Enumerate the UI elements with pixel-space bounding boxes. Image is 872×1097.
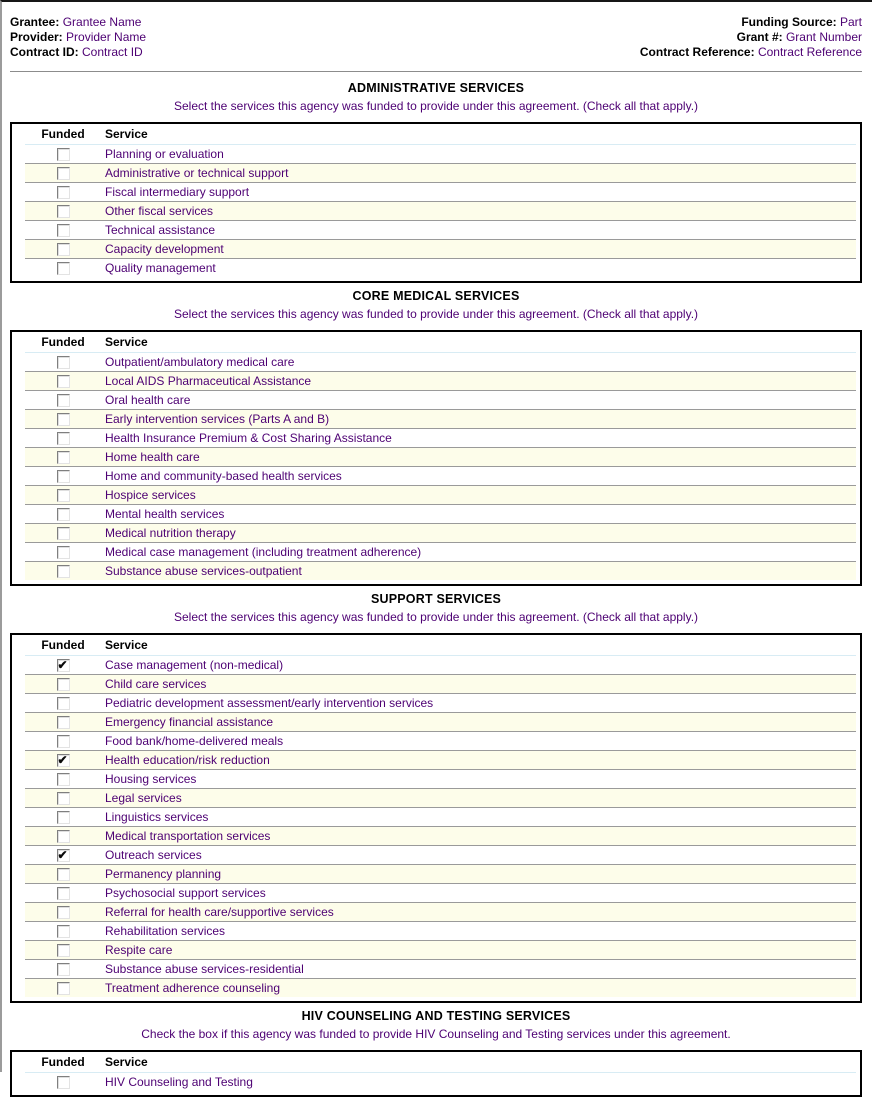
service-row <box>25 561 856 580</box>
funded-column-header: Funded <box>41 335 85 349</box>
service-row <box>25 731 856 750</box>
funded-checkbox[interactable] <box>57 830 70 843</box>
service-row <box>25 883 856 902</box>
funded-checkbox[interactable] <box>57 887 70 900</box>
service-name: Oral health care <box>105 393 191 407</box>
funded-checkbox[interactable] <box>57 489 70 502</box>
service-name: Psychosocial support services <box>105 886 266 900</box>
funded-checkbox[interactable] <box>57 716 70 729</box>
service-name: Health education/risk reduction <box>105 753 270 767</box>
contract-reference-value: Contract Reference <box>757 45 862 59</box>
funded-cell <box>25 715 101 729</box>
funded-checkbox[interactable] <box>57 527 70 540</box>
header-divider <box>10 71 862 72</box>
funded-cell <box>25 393 101 407</box>
service-row <box>25 201 856 220</box>
funded-cell <box>25 962 101 976</box>
service-row <box>25 807 856 826</box>
grant-number-field <box>640 30 862 45</box>
funded-cell <box>25 810 101 824</box>
section-title: CORE MEDICAL SERVICES <box>352 289 520 303</box>
funded-cell <box>25 261 101 275</box>
section-description: Select the services this agency was funded to provide under this agreement. (Check all that apply.) <box>173 99 699 113</box>
service-name: Hospice services <box>105 488 196 502</box>
service-table <box>10 1050 862 1097</box>
service-table <box>10 633 862 1003</box>
service-row <box>25 788 856 807</box>
funded-checkbox[interactable] <box>57 451 70 464</box>
service-row <box>25 182 856 201</box>
funded-cell <box>25 526 101 540</box>
service-section <box>10 592 862 1003</box>
service-name: Planning or evaluation <box>105 147 224 161</box>
service-row <box>25 845 856 864</box>
funded-cell <box>25 355 101 369</box>
funded-checkbox[interactable] <box>57 356 70 369</box>
funded-cell <box>25 1075 101 1089</box>
header-left-column <box>10 15 146 60</box>
service-name: Technical assistance <box>105 223 216 237</box>
service-name: Outreach services <box>105 848 202 862</box>
funded-cell <box>25 147 101 161</box>
service-row <box>25 371 856 390</box>
service-name: Substance abuse services-outpatient <box>105 564 302 578</box>
funded-column-header: Funded <box>41 1055 85 1069</box>
service-name: Child care services <box>105 677 207 691</box>
service-section <box>10 81 862 283</box>
section-description: Select the services this agency was funded to provide under this agreement. (Check all that apply.) <box>173 307 699 321</box>
funded-checkbox[interactable] <box>57 811 70 824</box>
funded-cell <box>25 507 101 521</box>
funded-cell <box>25 753 101 767</box>
funded-checkbox[interactable] <box>57 792 70 805</box>
funded-cell <box>25 204 101 218</box>
funded-checkbox[interactable] <box>57 849 70 862</box>
funding-source-field <box>640 15 862 30</box>
funded-checkbox[interactable] <box>57 773 70 786</box>
service-name: Legal services <box>105 791 182 805</box>
contract-id-label: Contract ID: <box>10 45 79 59</box>
section-description: Check the box if this agency was funded to provide HIV Counseling and Testing services under this agreement. <box>141 1027 731 1041</box>
service-column-header: Service <box>105 127 148 141</box>
service-name: Treatment adherence counseling <box>105 981 280 995</box>
contract-reference-label: Contract Reference: <box>639 45 755 59</box>
funded-cell <box>25 867 101 881</box>
service-row <box>25 750 856 769</box>
service-name: HIV Counseling and Testing <box>105 1075 253 1089</box>
service-row <box>25 693 856 712</box>
service-name: Quality management <box>105 261 216 275</box>
funded-checkbox[interactable] <box>57 678 70 691</box>
header-right-column <box>640 15 862 60</box>
funded-cell <box>25 374 101 388</box>
funded-cell <box>25 943 101 957</box>
service-row <box>25 258 856 277</box>
funded-checkbox[interactable] <box>57 224 70 237</box>
service-name: Linguistics services <box>105 810 209 824</box>
service-name: Emergency financial assistance <box>105 715 274 729</box>
service-name: Administrative or technical support <box>105 166 289 180</box>
funding-source-label: Funding Source: <box>741 15 837 29</box>
funded-checkbox[interactable] <box>57 167 70 180</box>
funded-cell <box>25 185 101 199</box>
funded-cell <box>25 242 101 256</box>
service-name: Other fiscal services <box>105 204 214 218</box>
service-name: Health Insurance Premium & Cost Sharing Assistance <box>105 431 392 445</box>
section-title: HIV COUNSELING AND TESTING SERVICES <box>301 1009 571 1023</box>
service-column-header: Service <box>105 638 148 652</box>
service-name: Rehabilitation services <box>105 924 226 938</box>
funded-cell <box>25 924 101 938</box>
funded-cell <box>25 848 101 862</box>
service-column-header: Service <box>105 335 148 349</box>
service-name: Capacity development <box>105 242 224 256</box>
funded-cell <box>25 829 101 843</box>
funded-checkbox[interactable] <box>57 413 70 426</box>
funded-cell <box>25 564 101 578</box>
service-row <box>25 1072 856 1091</box>
table-header-row <box>25 124 856 144</box>
service-name: Home and community-based health services <box>105 469 342 483</box>
contract-id-field <box>10 45 146 60</box>
service-row <box>25 674 856 693</box>
service-row <box>25 978 856 997</box>
service-row <box>25 390 856 409</box>
funded-checkbox[interactable] <box>57 186 70 199</box>
service-name: Home health care <box>105 450 200 464</box>
service-name: Fiscal intermediary support <box>105 185 250 199</box>
funded-column-header: Funded <box>41 127 85 141</box>
funded-checkbox[interactable] <box>57 963 70 976</box>
grant-number-label: Grant #: <box>736 30 783 44</box>
funded-cell <box>25 469 101 483</box>
service-name: Food bank/home-delivered meals <box>105 734 284 748</box>
contract-reference-field <box>640 45 862 60</box>
service-row <box>25 542 856 561</box>
funding-source-value: Part <box>839 15 862 29</box>
funded-checkbox[interactable] <box>57 243 70 256</box>
service-section <box>10 289 862 586</box>
funded-checkbox[interactable] <box>57 735 70 748</box>
provider-value: Provider Name <box>66 30 147 44</box>
service-name: Referral for health care/supportive services <box>105 905 334 919</box>
service-name: Pediatric development assessment/early intervention services <box>105 696 434 710</box>
funded-checkbox[interactable] <box>57 262 70 275</box>
service-row <box>25 428 856 447</box>
section-title: SUPPORT SERVICES <box>370 592 502 606</box>
funded-cell <box>25 677 101 691</box>
funded-checkbox[interactable] <box>57 508 70 521</box>
service-column-header: Service <box>105 1055 148 1069</box>
funded-column-header: Funded <box>41 638 85 652</box>
service-name: Local AIDS Pharmaceutical Assistance <box>105 374 312 388</box>
funded-cell <box>25 905 101 919</box>
service-name: Permanency planning <box>105 867 222 881</box>
service-name: Housing services <box>105 772 197 786</box>
funded-cell <box>25 772 101 786</box>
section-title: ADMINISTRATIVE SERVICES <box>347 81 525 95</box>
funded-checkbox[interactable] <box>57 659 70 672</box>
funded-cell <box>25 886 101 900</box>
table-header-row <box>25 1052 856 1072</box>
funded-cell <box>25 431 101 445</box>
section-description: Select the services this agency was funded to provide under this agreement. (Check all that apply.) <box>173 610 699 624</box>
service-name: Mental health services <box>105 507 225 521</box>
service-name: Case management (non-medical) <box>105 658 284 672</box>
funded-checkbox[interactable] <box>57 565 70 578</box>
service-section <box>10 1009 862 1097</box>
contract-id-value: Contract ID <box>82 45 143 59</box>
service-row <box>25 921 856 940</box>
service-row <box>25 826 856 845</box>
service-row <box>25 504 856 523</box>
service-row <box>25 940 856 959</box>
funded-checkbox[interactable] <box>57 697 70 710</box>
service-row <box>25 655 856 674</box>
funded-cell <box>25 166 101 180</box>
service-name: Substance abuse services-residential <box>105 962 304 976</box>
service-name: Medical transportation services <box>105 829 271 843</box>
service-sections <box>10 81 862 1097</box>
funded-cell <box>25 450 101 464</box>
service-row <box>25 220 856 239</box>
funded-cell <box>25 696 101 710</box>
service-name: Outpatient/ambulatory medical care <box>105 355 295 369</box>
funded-cell <box>25 981 101 995</box>
service-row <box>25 163 856 182</box>
contract-report-page <box>2 2 872 1097</box>
funded-checkbox[interactable] <box>57 432 70 445</box>
funded-checkbox[interactable] <box>57 982 70 995</box>
table-header-row <box>25 332 856 352</box>
funded-checkbox[interactable] <box>57 868 70 881</box>
funded-checkbox[interactable] <box>57 906 70 919</box>
funded-cell <box>25 412 101 426</box>
grantee-value: Grantee Name <box>62 15 142 29</box>
grantee-label: Grantee: <box>10 15 60 29</box>
service-row <box>25 239 856 258</box>
funded-checkbox[interactable] <box>57 470 70 483</box>
table-header-row <box>25 635 856 655</box>
funded-checkbox[interactable] <box>57 754 70 767</box>
service-name: Medical case management (including treatment adherence) <box>105 545 422 559</box>
funded-checkbox[interactable] <box>57 205 70 218</box>
service-row <box>25 712 856 731</box>
service-row <box>25 769 856 788</box>
funded-cell <box>25 223 101 237</box>
funded-cell <box>25 545 101 559</box>
service-row <box>25 352 856 371</box>
report-header <box>10 15 862 60</box>
service-row <box>25 447 856 466</box>
service-row <box>25 902 856 921</box>
grant-number-value: Grant Number <box>785 30 862 44</box>
service-table <box>10 122 862 283</box>
funded-checkbox[interactable] <box>57 148 70 161</box>
grantee-field <box>10 15 146 30</box>
funded-checkbox[interactable] <box>57 546 70 559</box>
funded-checkbox[interactable] <box>57 925 70 938</box>
service-row <box>25 485 856 504</box>
service-row <box>25 409 856 428</box>
service-table <box>10 330 862 586</box>
funded-checkbox[interactable] <box>57 394 70 407</box>
funded-checkbox[interactable] <box>57 944 70 957</box>
service-name: Medical nutrition therapy <box>105 526 236 540</box>
service-name: Early intervention services (Parts A and B) <box>105 412 330 426</box>
service-row <box>25 959 856 978</box>
funded-cell <box>25 488 101 502</box>
funded-checkbox[interactable] <box>57 1076 70 1089</box>
funded-cell <box>25 791 101 805</box>
service-row <box>25 523 856 542</box>
funded-cell <box>25 658 101 672</box>
provider-field <box>10 30 146 45</box>
provider-label: Provider: <box>10 30 63 44</box>
service-row <box>25 144 856 163</box>
service-row <box>25 466 856 485</box>
service-name: Respite care <box>105 943 173 957</box>
funded-cell <box>25 734 101 748</box>
funded-checkbox[interactable] <box>57 375 70 388</box>
service-row <box>25 864 856 883</box>
